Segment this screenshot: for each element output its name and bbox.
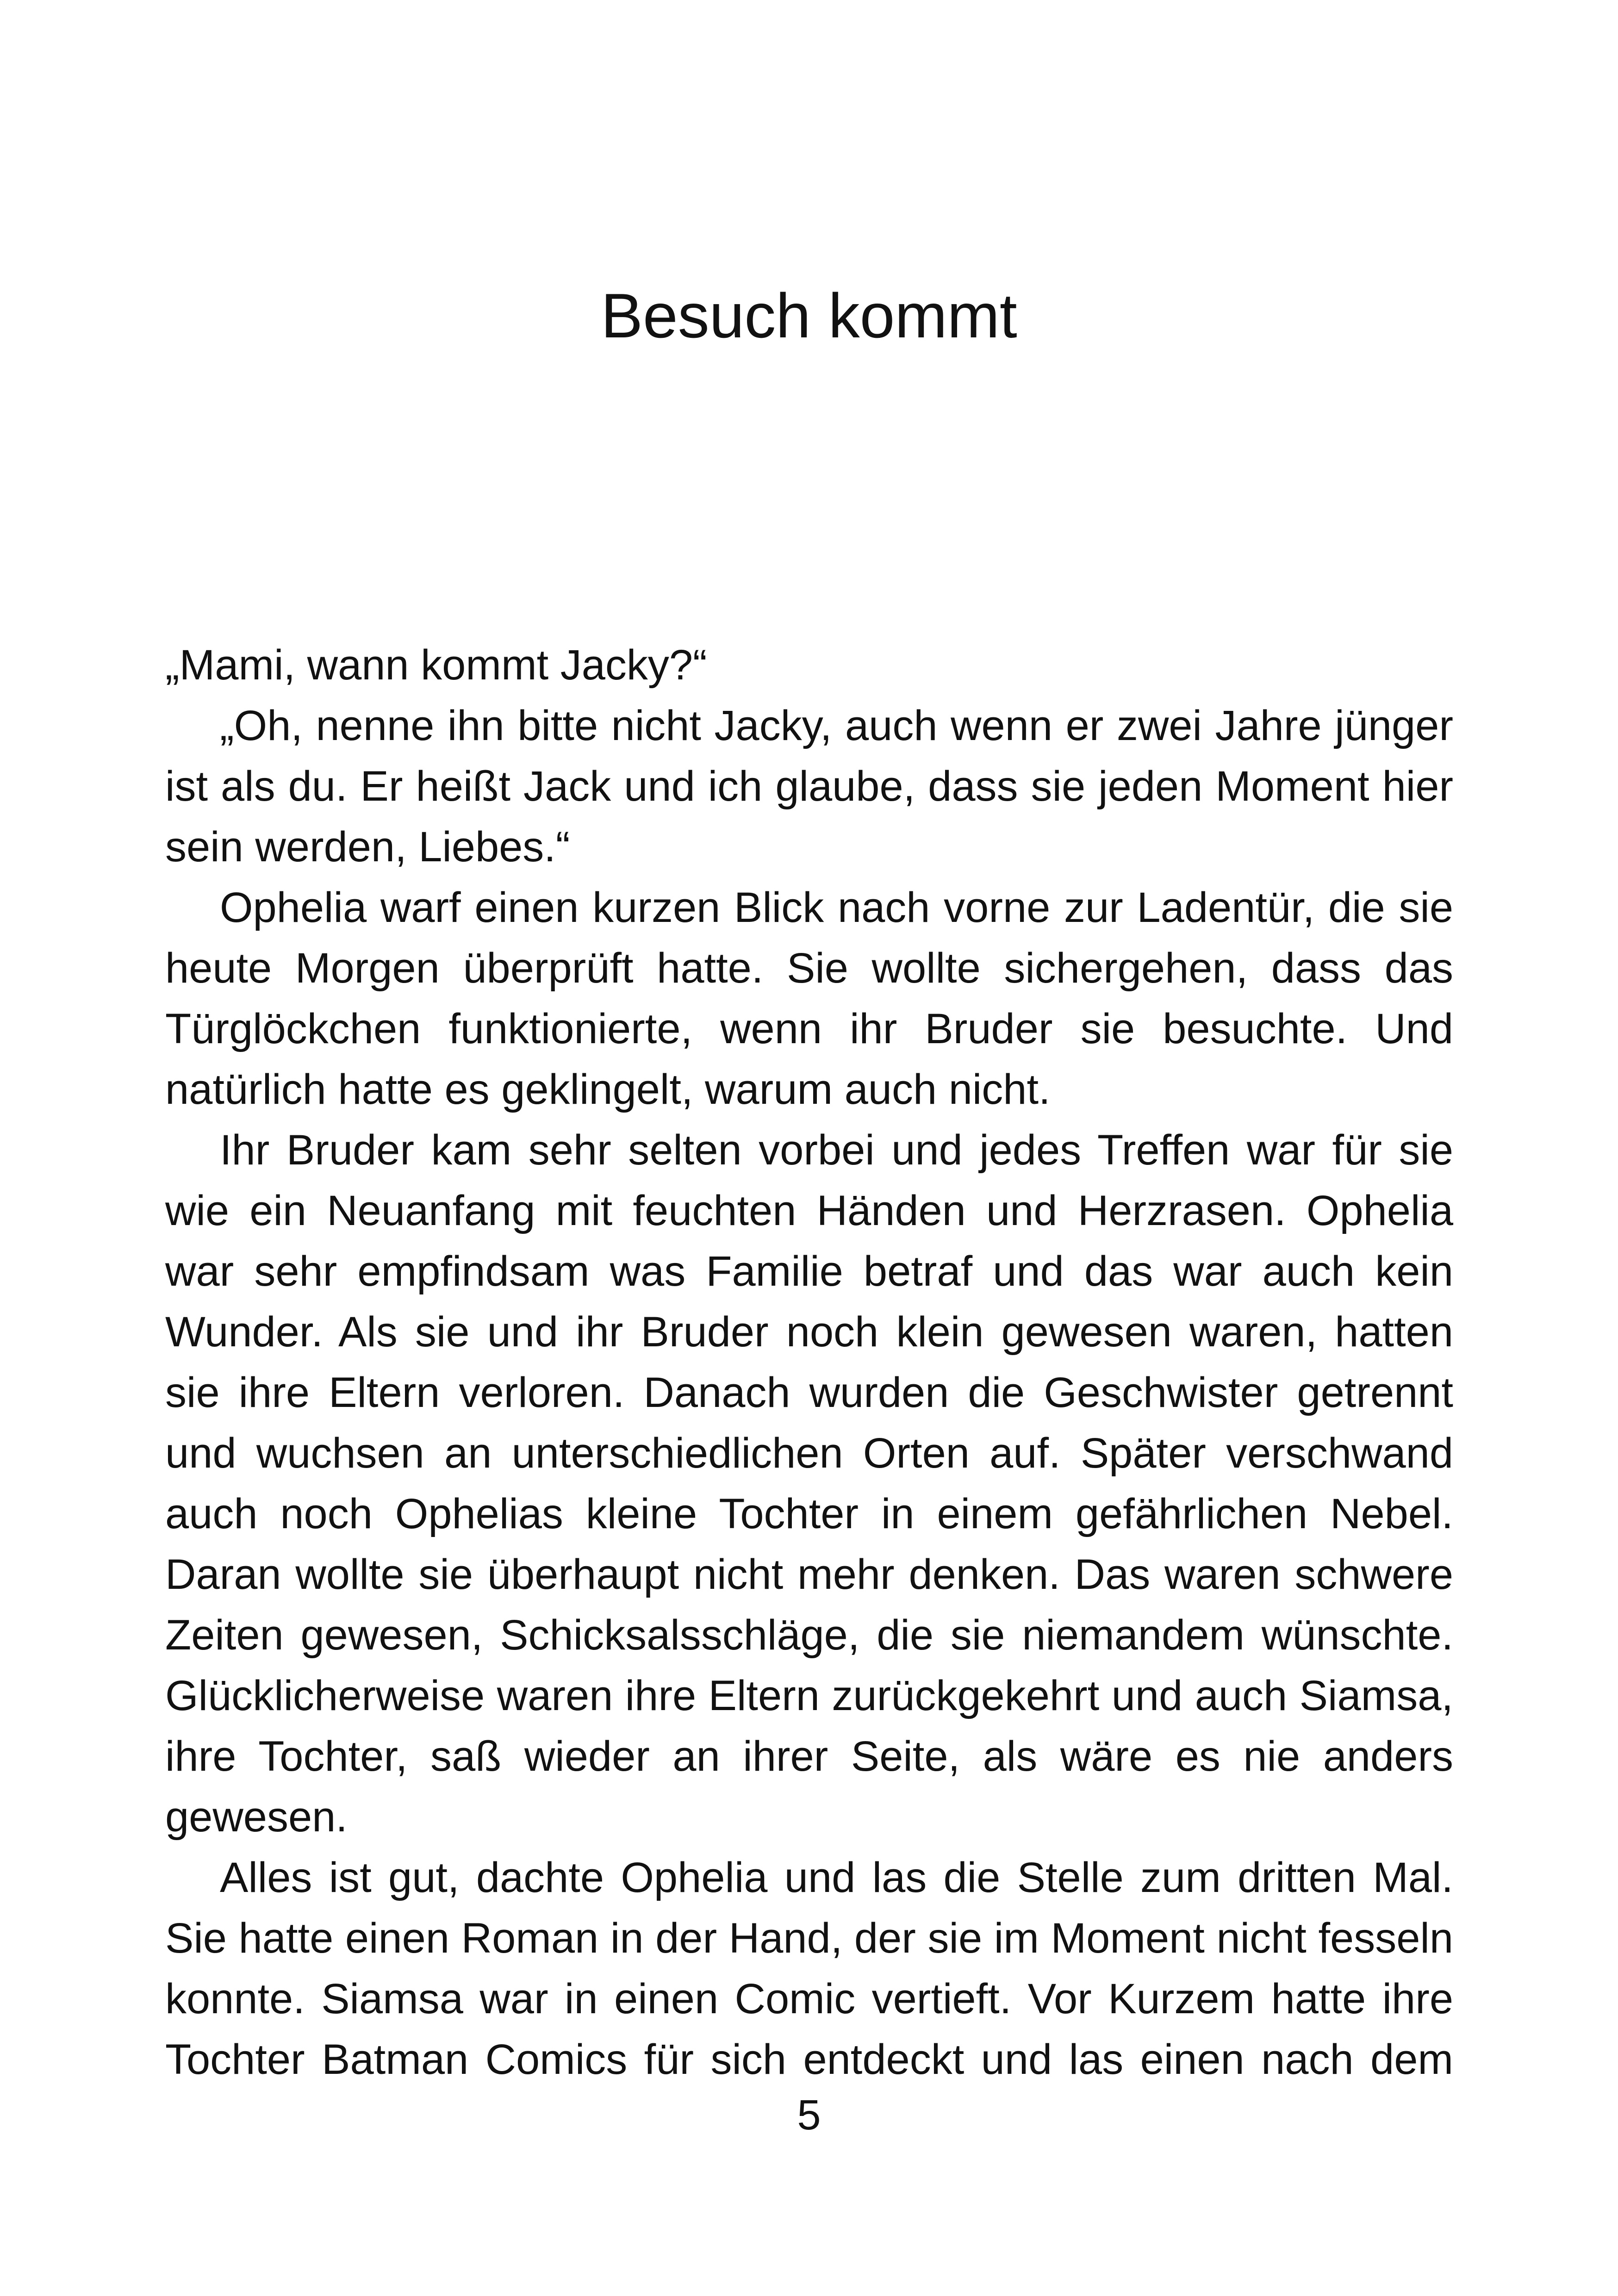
page-number: 5 [797,2091,821,2139]
body-text [165,635,1453,2090]
chapter-title: Besuch kommt [601,280,1017,351]
paragraph-3: Ophelia warf einen kurzen Blick nach vorne zur Ladentür, die sie heute Morgen überprüft hatte. Sie wollte sichergehen, dass das Türglöckchen funktionierte, wenn ihr Bruder sie besuchte. Und natürlich hatte es geklingelt, warum auch nicht. [165,884,1453,1113]
paragraph-5: Alles ist gut, dachte Ophelia und las die Stelle zum dritten Mal. Sie hatte einen Roman in der Hand, der sie im Moment nicht fesseln konnte. Siamsa war in einen Comic vertieft. Vor Kurzem hatte ihre Tochter Batman Comics für sich entdeckt und las einen nach dem [165,1854,1453,2083]
paragraph-1: „Mami, wann kommt Jacky?“ [165,641,707,689]
paragraph-2: „Oh, nenne ihn bitte nicht Jacky, auch wenn er zwei Jahre jünger ist als du. Er heißt Jack und ich glaube, dass sie jeden Moment hier sein werden, Liebes.“ [165,702,1453,871]
paragraph-4: Ihr Bruder kam sehr selten vorbei und jedes Treffen war für sie wie ein Neuanfang mit feuchten Händen und Herzrasen. Ophelia war sehr empfindsam was Familie betraf und das war auch kein Wunder. Als sie und ihr Bruder noch klein gewesen waren, hatten sie ihre Eltern verloren. Danach wurden die Geschwister getrennt und wuchsen an unterschiedlichen Orten auf. Später verschwand auch noch Ophelias kleine Tochter in einem gefährlichen Nebel. Daran wollte sie überhaupt nicht mehr denken. Das waren schwere Zeiten gewesen, Schicksalsschläge, die sie niemandem wünschte. Glücklicherweise waren ihre Eltern zurückgekehrt und auch Siamsa, ihre Tochter, saß wieder an ihrer Seite, als wäre es nie anders gewesen. [165,1126,1453,1841]
